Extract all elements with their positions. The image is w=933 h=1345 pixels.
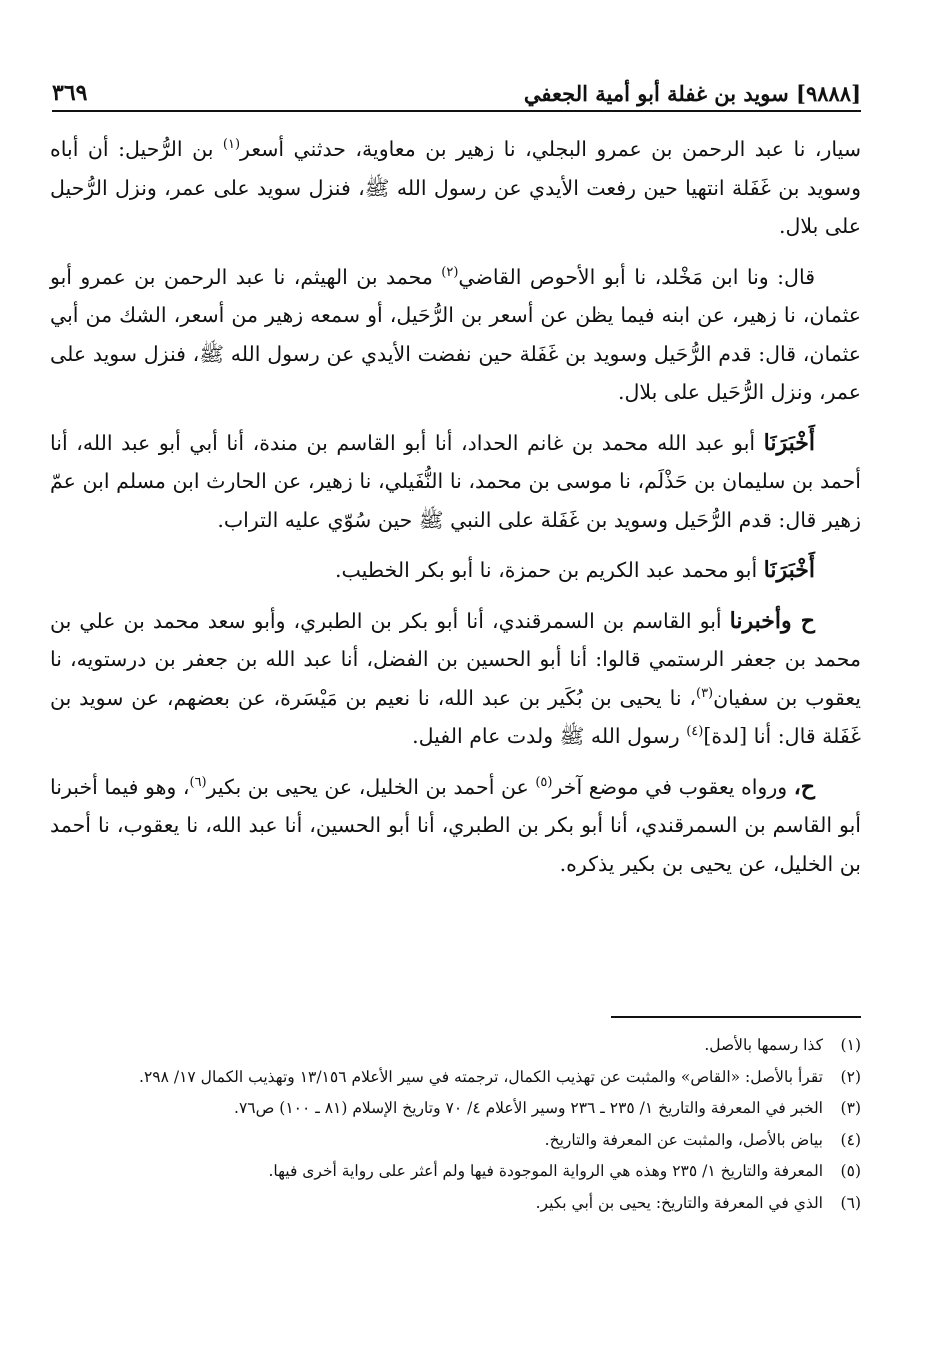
main-text (50, 130, 861, 895)
footnote-text: بياض بالأصل، والمثبت عن المعرفة والتاريخ. (544, 1130, 823, 1149)
chain-keyword: أَخْبَرَنَا (763, 557, 815, 583)
footnote-divider (611, 1016, 861, 1018)
footnote-item (60, 1062, 861, 1094)
footnotes (60, 1030, 861, 1219)
paragraph (50, 130, 861, 246)
header-title: [٩٨٨٨] سويد بن غفلة أبو أمية الجعفي (523, 81, 861, 106)
footnote-text: المعرفة والتاريخ ١/ ٢٣٥ وهذه هي الرواية الموجودة فيها ولم أعثر على رواية أخرى فيها. (268, 1162, 823, 1180)
paragraph-text: محمد بن الهيثم، نا عبد الرحمن بن عمرو أبو عثمان، نا زهير، عن ابنه فيما يظن عن أسعر بن الرُّحَيل، أو سمعه زهير من أسعر، الشك من أبي عثمان، قال: قدم الرُّحَيل وسويد بن غَفَلة حين نفضت الأيدي عن رسول الله ﷺ، فنزل سويد على عمر، ونزل الرُّحَيل على بلال. (50, 264, 861, 404)
chain-keyword: أَخْبَرَنَا (763, 429, 815, 456)
paragraph-text: أبو القاسم بن السمرقندي، أنا أبو بكر بن الطبري، وأبو سعد محمد بن علي بن محمد بن جعفر الرستمي قالوا: أنا أبو الحسين بن الفضل، أنا عبد الله بن جعفر بن درستويه، نا يعقوب بن سفيان (50, 608, 862, 710)
footnote-item (60, 1156, 861, 1188)
footnote-item (60, 1093, 861, 1125)
footnote-ref: (٣) (695, 685, 714, 701)
paragraph (50, 768, 861, 884)
paragraph-text: عن أحمد بن الخليل، عن يحيى بن بكير (206, 774, 536, 799)
footnote-number: (١) (840, 1036, 861, 1054)
paragraph-text: ، وهو فيما أخبرنا أبو القاسم بن السمرقندي، أنا أبو بكر بن الطبري، أنا أبو الحسين، أنا عبد الله، نا يعقوب، نا أحمد بن الخليل، عن يحيى بن بكير يذكره. (50, 774, 861, 876)
footnote-ref: (٦) (189, 774, 207, 790)
paragraph-text: بن الرُّحيل: أن أباه وسويد بن غَفَلة انتهيا حين رفعت الأيدي عن رسول الله ﷺ، فنزل سويد على عمر، ونزل الرُّحيل على بلال. (50, 137, 861, 238)
paragraph (50, 602, 861, 756)
chain-keyword: ح، (793, 773, 815, 800)
paragraph-text: سيار، نا عبد الرحمن بن عمرو البجلي، نا زهير بن معاوية، حدثني أسعر (240, 137, 862, 161)
footnote-number: (٥) (840, 1162, 861, 1180)
footnote-number: (٤) (840, 1130, 861, 1149)
footnote-number: (٢) (840, 1067, 861, 1086)
paragraph-text: رسول الله ﷺ ولدت عام الفيل. (412, 724, 687, 748)
paragraph-text: أبو محمد عبد الكريم بن حمزة، نا أبو بكر الخطيب. (334, 558, 764, 582)
chain-keyword: ح وأخبرنا (729, 607, 815, 634)
paragraph (50, 258, 861, 412)
footnote-text: الخبر في المعرفة والتاريخ ١/ ٢٣٥ ـ ٢٣٦ وسير الأعلام ٤/ ٧٠ وتاريخ الإسلام (٨١ ـ ١٠٠) ص٧٦. (234, 1099, 823, 1117)
paragraph-text: قال: ونا ابن مَخْلد، نا أبو الأحوص القاضي (458, 264, 815, 289)
footnote-item (60, 1030, 861, 1062)
paragraph-text: أبو عبد الله محمد بن غانم الحداد، أنا أبو القاسم بن مندة، أنا أبي أبو عبد الله، أنا أحمد بن سليمان بن حَذْلَم، نا موسى بن محمد، نا النُّفَيلي، نا زهير، عن الحارث ابن مسلم ابن عمّ زهير قال: قدم الرُّحَيل وسويد بن غَفَلة على النبي ﷺ حين سُوّي عليه التراب. (50, 430, 861, 532)
footnote-text: كذا رسمها بالأصل. (704, 1036, 823, 1054)
paragraph (50, 424, 861, 540)
footnote-number: (٦) (840, 1193, 861, 1212)
footnote-number: (٣) (840, 1099, 861, 1117)
paragraph-text: ورواه يعقوب في موضع آخر (552, 774, 794, 799)
paragraph-text: ، نا يحيى بن بُكَير بن عبد الله، نا نعيم بن مَيْسَرة، عن بعضهم، عن سويد بن غَفَلة قال: أنا [لدة] (50, 685, 861, 748)
paragraph (50, 551, 861, 590)
footnote-text: الذي في المعرفة والتاريخ: يحيى بن أبي بكير. (535, 1193, 823, 1212)
footnote-ref: (١) (222, 137, 241, 153)
footnote-ref: (٥) (535, 774, 553, 790)
footnote-text: تقرأ بالأصل: «القاص» والمثبت عن تهذيب الكمال، ترجمته في سير الأعلام ١٣/١٥٦ وتهذيب الكمال ١٧/ ٢٩٨. (139, 1067, 823, 1086)
footnote-item (60, 1188, 861, 1220)
footnote-ref: (٢) (441, 264, 459, 280)
page-number: ٣٦٩ (52, 80, 88, 106)
footnote-item (60, 1125, 861, 1157)
footnote-ref: (٤) (686, 724, 704, 740)
running-header (52, 66, 861, 112)
